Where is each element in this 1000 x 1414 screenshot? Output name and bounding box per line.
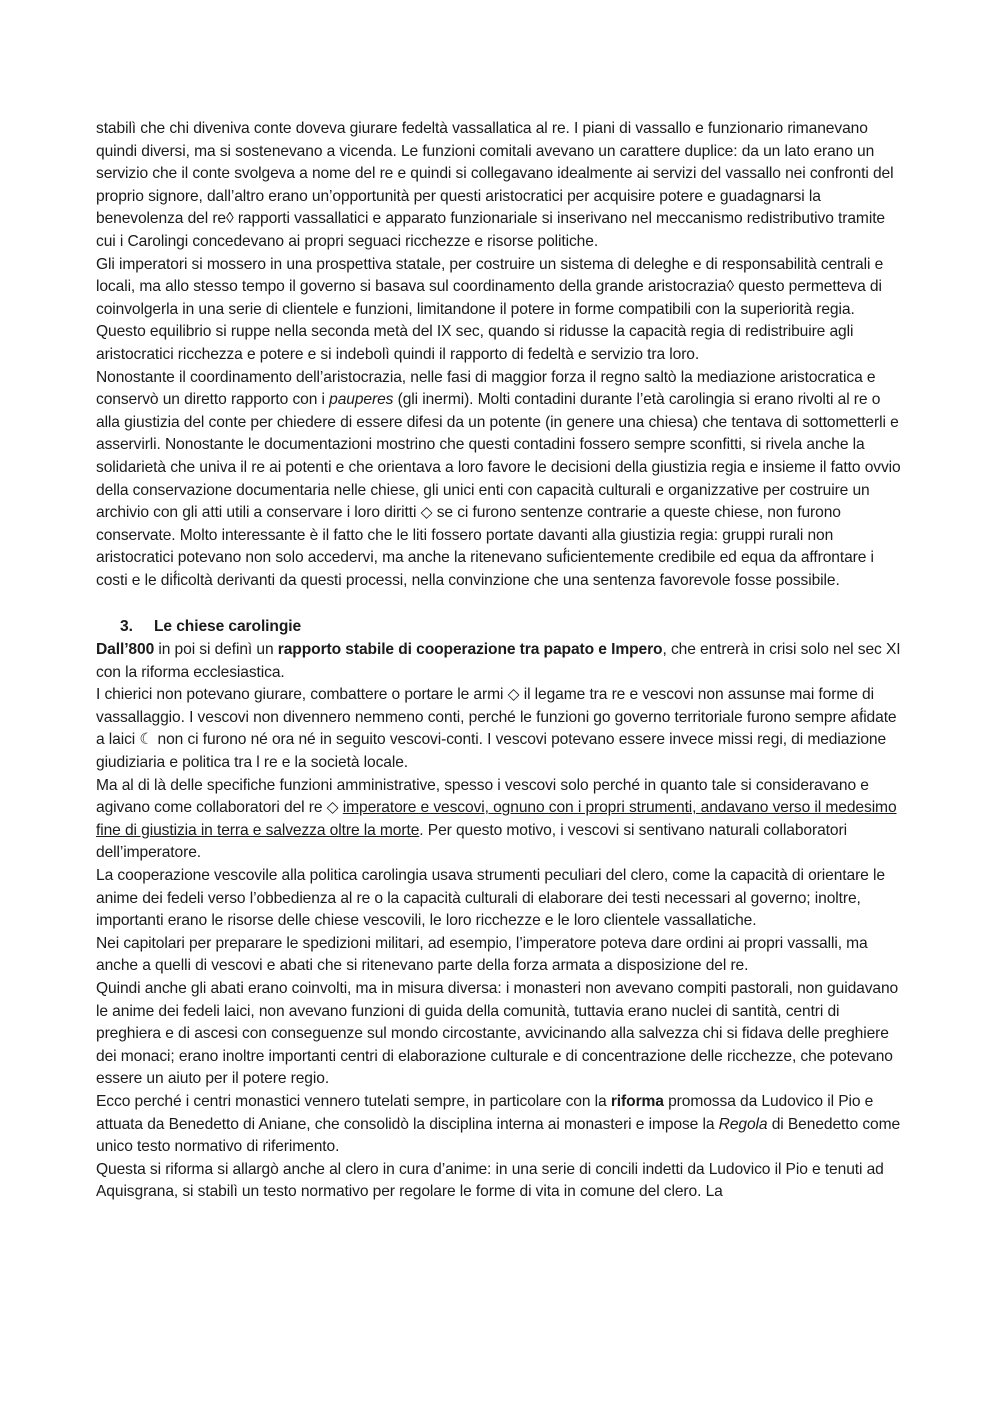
paragraph-monastic-reform [96, 1091, 906, 1159]
bold-cooperation: rapporto stabile di cooperazione tra papato e Impero [277, 641, 663, 659]
paragraph-episcopal-cooperation: La cooperazione vescovile alla politica carolingia usava strumenti peculiari del clero, come la capacità di orientare le anime dei fedeli verso l’obbedienza al re o la capacità culturali di elaborare dei testi necessari al governo; inoltre, importanti erano le risorse delle chiese vescovili, le loro ricchezze e le loro clientele vassallatiche. [96, 867, 885, 930]
bold-date: Dall’800 [96, 641, 155, 659]
paragraph-reform-text-c: promossa da Ludovico il Pio e attuata da Benedetto di Aniane, che consolidò la disciplina interna ai monasteri e impose la [96, 1092, 874, 1133]
paragraph-reform-text-e: di Benedetto come unico testo normativo di riferimento. [96, 1115, 901, 1156]
paragraph-papacy-text-d: , che entrerà in crisi solo nel sec XI con la riforma ecclesiastica. [96, 641, 901, 681]
section-title: Le chiese carolingie [154, 618, 302, 636]
paragraph-aachen-councils: Questa si riforma si allargò anche al clero in cura d’anime: in una serie di concili indetti da Ludovico il Pio e tenuti ad Aquisgrana, si stabilì un testo normativo per regolare le forme di vita in comune del clero. La [96, 1160, 884, 1201]
paragraph-pauperes-text-a: Nonostante il coordinamento dell’aristocrazia, nelle fasi di maggior forza il regno saltò la mediazione aristocratica e conservò un diretto rapporto con i [96, 368, 876, 409]
paragraph-clerics: I chierici non potevano giurare, combattere o portare le armi ◇ il legame tra re e vescovi non assunse mai forme di vassallaggio. I vescovi non divennero nemmeno conti, perché le funzioni go governo territoriale furono sempre af́idate a laici ☾ non ci furono né ora né in seguito vescovi-conti. I vescovi potevano essere invece missi regi, di mediazione giudiziaria e politica tra l re e la società locale. [96, 686, 897, 772]
paragraph-bishops-collaborators [96, 775, 906, 865]
regola-term: Regola [718, 1115, 768, 1133]
paragraph-bishops-text-c: . Per questo motivo, i vescovi si sentivano naturali collaboratori dell’imperatore. [96, 821, 847, 862]
paragraph-capitularies: Nei capitolari per preparare le spedizioni militari, ad esempio, l’imperatore poteva dare ordini ai propri vassalli, ma anche a quelli di vescovi e abati che si ritenevano parte della forza armata a disposizione del re. [96, 934, 868, 975]
paragraph-papacy-text-b: in poi si definì un [154, 641, 278, 659]
bold-riforma: riforma [610, 1092, 664, 1110]
pauperes-term: pauperes [329, 391, 394, 409]
paragraph-pauperes-text-c: (gli inermi). Molti contadini durante l’età carolingia si erano rivolti al re o alla giustizia del conte per chiedere di essere difesi da un potente (in genere una chiesa) che tentava di sottometterli e asservirli. Nonostante le documentazioni mostrino che questi contadini fossero sempre sconfitti, si rivela anche la solidarietà che univa il re ai potenti e che orientava a loro favore le decisioni della giustizia regia e insieme il fatto ovvio della conservazione documentaria nelle chiese, gli unici enti con capacità culturali e organizzative per costruire un archivio con gli atti utili a conservare i loro diritti ◇ se ci furono sentenze contrarie a queste chiese, non furono conservate. Molto interessante è il fatto che le liti fossero portate davanti alla giustizia regia: gruppi rurali non aristocratici potevano non solo accedervi, ma anche la ritenevano suf́icientemente credibile ed equa da affrontare i costi e le dif́icoltà derivanti da questi processi, nella convinzione che una sentenza favorevole fosse possibile. [96, 391, 901, 589]
paragraph-emperors-aristocracy: Gli imperatori si mossero in una prospettiva statale, per costruire un sistema di deleghe e di responsabilità centrali e locali, ma allo stesso tempo il governo si basava sul coordinamento della grande aristocrazia◊ questo permetteva di coinvolgerla in una serie di clientele e funzioni, limitandone il potere in forme compatibili con la superiorità regia. Questo equilibrio si ruppe nella seconda metà del IX sec, quando si ridusse la capacità regia di redistribuire agli aristocratici ricchezza e potere e si indebolì quindi il rapporto di fedeltà e servizio tra loro. [96, 255, 884, 363]
paragraph-papacy-empire [96, 639, 906, 684]
section-heading [96, 616, 906, 639]
paragraph-reform-text-a: Ecco perché i centri monastici vennero tutelati sempre, in particolare con la [96, 1092, 611, 1110]
paragraph-vassals-counts: stabilì che chi diveniva conte doveva giurare fedeltà vassallatica al re. I piani di vassallo e funzionario rimanevano quindi diversi, ma si sostenevano a vicenda. Le funzioni comitali avevano un carattere duplice: da un lato erano un servizio che il conte svolgeva a nome del re e quindi si collegavano idealmente ai servizi del vassallo nei confronti del proprio signore, dall’altro erano un’opportunità per questi aristocratici per acquisire potere e guadagnarsi la benevolenza del re◊ rapporti vassallatici e apparato funzionariale si inserivano nel meccanismo redistributivo tramite cui i Carolingi concedevano ai propri seguaci ricchezze e risorse politiche. [96, 120, 894, 250]
underlined-justice-salvation: imperatore e vescovi, ognuno con i propri strumenti, andavano verso il medesimo fine di giustizia in terra e salvezza oltre la morte [96, 799, 897, 839]
paragraph-pauperes [96, 367, 906, 593]
paragraph-bishops-text-a: Ma al di là delle specifiche funzioni amministrative, spesso i vescovi solo perché in quanto tale si consideravano e agivano come collaboratori del re ◇ [96, 776, 869, 817]
paragraph-abbots: Quindi anche gli abati erano coinvolti, ma in misura diversa: i monasteri non avevano compiti pastorali, non guidavano le anime dei fedeli laici, non avevano funzioni di guida della comunità, tuttavia erano nuclei di santità, centri di preghiera e di ascesi con conseguenze sul mondo circostante, avvicinando alla salvezza chi si fidava delle preghiere dei monaci; erano inoltre importanti centri di elaborazione culturale e di concentrazione delle ricchezze, che potevano essere un aiuto per il potere regio. [96, 979, 899, 1088]
section-number: 3. [120, 618, 133, 636]
document-page [96, 118, 906, 1204]
